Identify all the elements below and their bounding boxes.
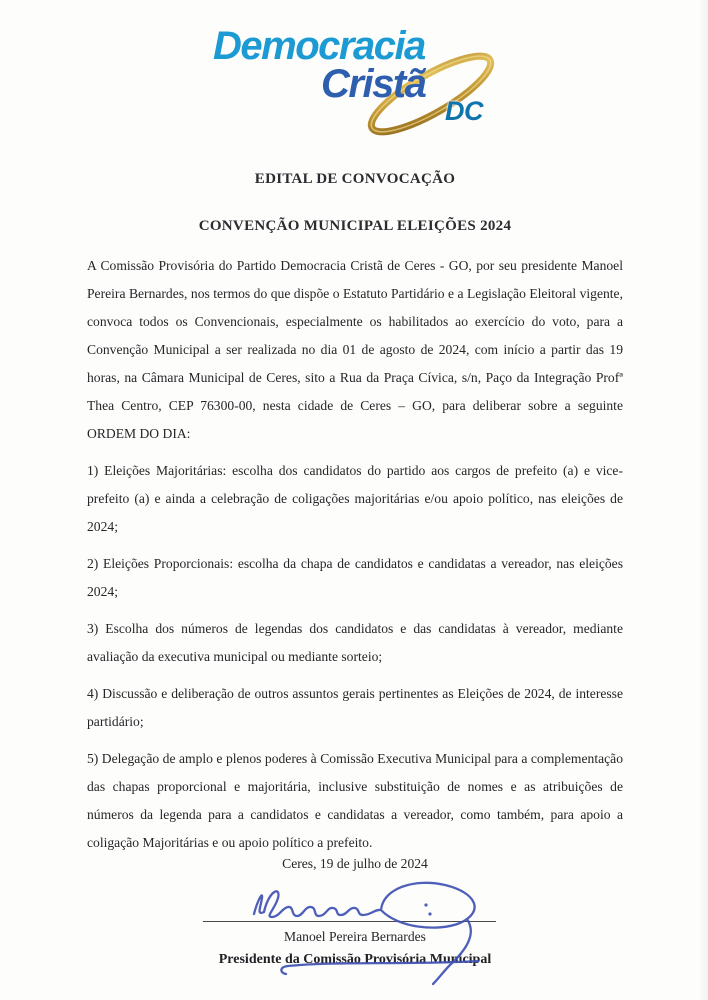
dateline: Ceres, 19 de julho de 2024 [282, 856, 428, 871]
logo-word-democracia: Democracia [213, 24, 425, 68]
order-item-3: 3) Escolha dos números de legendas dos candidatos e das candidatas à vereador, mediante avaliação da executiva municipal ou mediante sorteio; [87, 621, 623, 664]
order-item-4: 4) Discussão e deliberação de outros assuntos gerais pertinentes as Eleições de 2024, de interesse partidário; [87, 686, 623, 729]
signature-line [203, 921, 496, 922]
order-item-2: 2) Eleições Proporcionais: escolha da chapa de candidatos e candidatas a vereador, nas eleições 2024; [87, 556, 623, 599]
order-item-1: 1) Eleições Majoritárias: escolha dos candidatos do partido aos cargos de prefeito (a) e vice-prefeito (a) e ainda a celebração de coligações majoritárias e/ou apoio político, nas eleições de 2024; [87, 463, 623, 534]
document-title: EDITAL DE CONVOCAÇÃO [254, 171, 456, 187]
intro-paragraph: A Comissão Provisória do Partido Democracia Cristã de Ceres - GO, por seu presidente Manoel Pereira Bernardes, nos termos do que dispõe o Estatuto Partidário e a Legislação Eleitoral vigente, convoca todos os Convencionais, especialmente os habilitados ao exercício do voto, para a Convenção Municipal a ser realizada no dia 01 de agosto de 2024, com início a partir das 19 horas, na Câmara Municipal de Ceres, sito a Rua da Praça Cívica, s/n, Paço da Integração Profª Thea Centro, CEP 76300-00, nesta cidade de Ceres – GO, para deliberar sobre a seguinte ORDEM DO DIA: [87, 258, 623, 441]
signer-name: Manoel Pereira Bernardes [284, 929, 426, 944]
document-subtitle: CONVENÇÃO MUNICIPAL ELEIÇÕES 2024 [198, 218, 512, 234]
logo-word-crista: Cristã [321, 62, 426, 106]
logo-acronym-dc: DC [445, 96, 483, 126]
party-logo [195, 24, 530, 159]
document-body [87, 252, 623, 857]
order-item-5: 5) Delegação de amplo e plenos poderes à Comissão Executiva Municipal para a complementação das chapas proporcional e majoritária, inclusive substituição de nomes e as atribuições de números da legenda para a candidatos e candidatas a vereador, como também, para apoio a coligação Majoritárias e ou apoio político a prefeito. [87, 751, 623, 850]
signer-role: Presidente da Comissão Provisória Municipal [218, 952, 492, 967]
